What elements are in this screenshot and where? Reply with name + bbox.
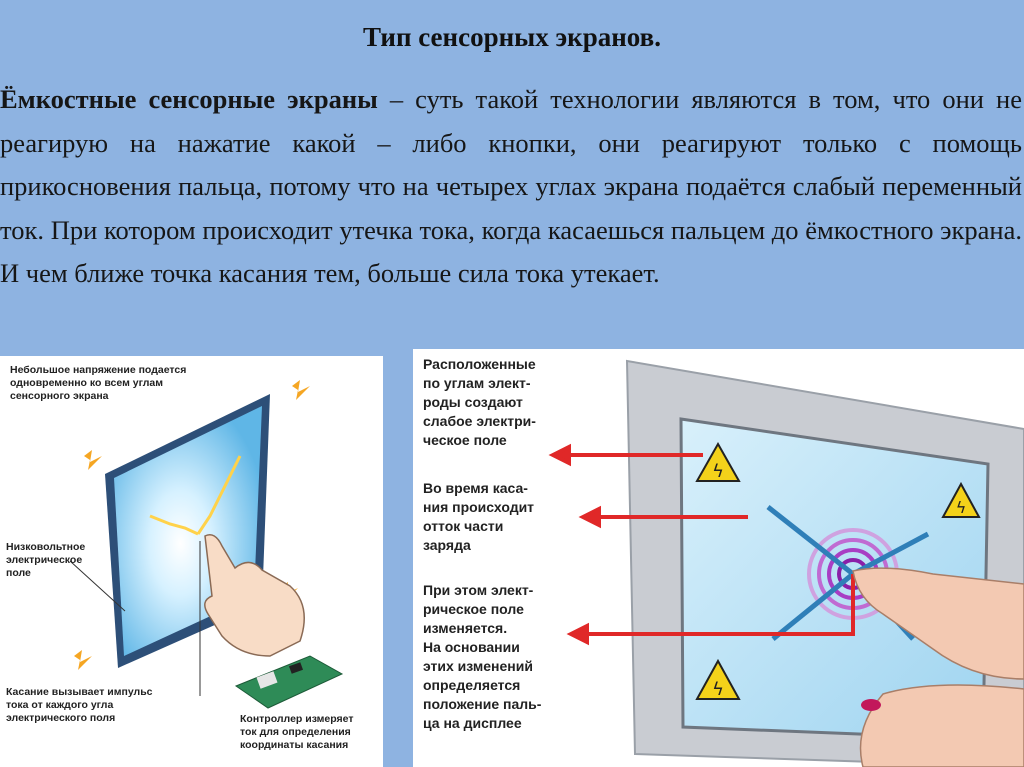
slide-body-text [0,78,1024,296]
caption-controller: Контроллер измеряет ток для определения координаты касания [240,713,354,751]
svg-text:ϟ: ϟ [712,679,724,700]
caption-field: Низковольтное электрическое поле [6,541,86,579]
slide-title: Тип сенсорных экранов. [363,22,661,52]
caption-voltage: Небольшое напряжение подается одновременно ко всем углам сенсорного экрана [10,364,187,402]
svg-text:ϟ: ϟ [955,498,967,517]
capacitive-diagram-left [0,356,383,767]
spark-icon [292,380,310,400]
spark-icon [74,650,92,670]
lead-term: Ёмкостные сенсорные экраны [0,84,378,114]
caption-touch-pulse: Касание вызывает импульс тока от каждого угла электрического поля [6,686,153,724]
caption-charge-outflow: Во время каса- ния происходит отток части заряда [423,480,535,553]
body-text: – суть такой технологии являются в том, что они не реагирую на нажатие какой – либо кнопки, они реагируют только с помощь прикосновения пальца, потому что на четырех углах экрана подаётся слабый переменный ток. При котором происходит утечка тока, когда касаешься пальцем до ёмкостного экрана. И чем ближе точка касания тем, больше сила тока утекает. [0,84,1022,288]
capacitive-diagram-right [413,349,1024,767]
caption-electrodes: Расположенные по углам элект- роды создают слабое электри- ческое поле [423,356,536,448]
spark-icon [84,450,102,470]
caption-field-change: При этом элект- рическое поле изменяется. На основании этих изменений определяется положение паль- ца на дисплее [423,582,542,731]
controller-board [236,656,342,708]
svg-text:ϟ: ϟ [712,461,724,482]
